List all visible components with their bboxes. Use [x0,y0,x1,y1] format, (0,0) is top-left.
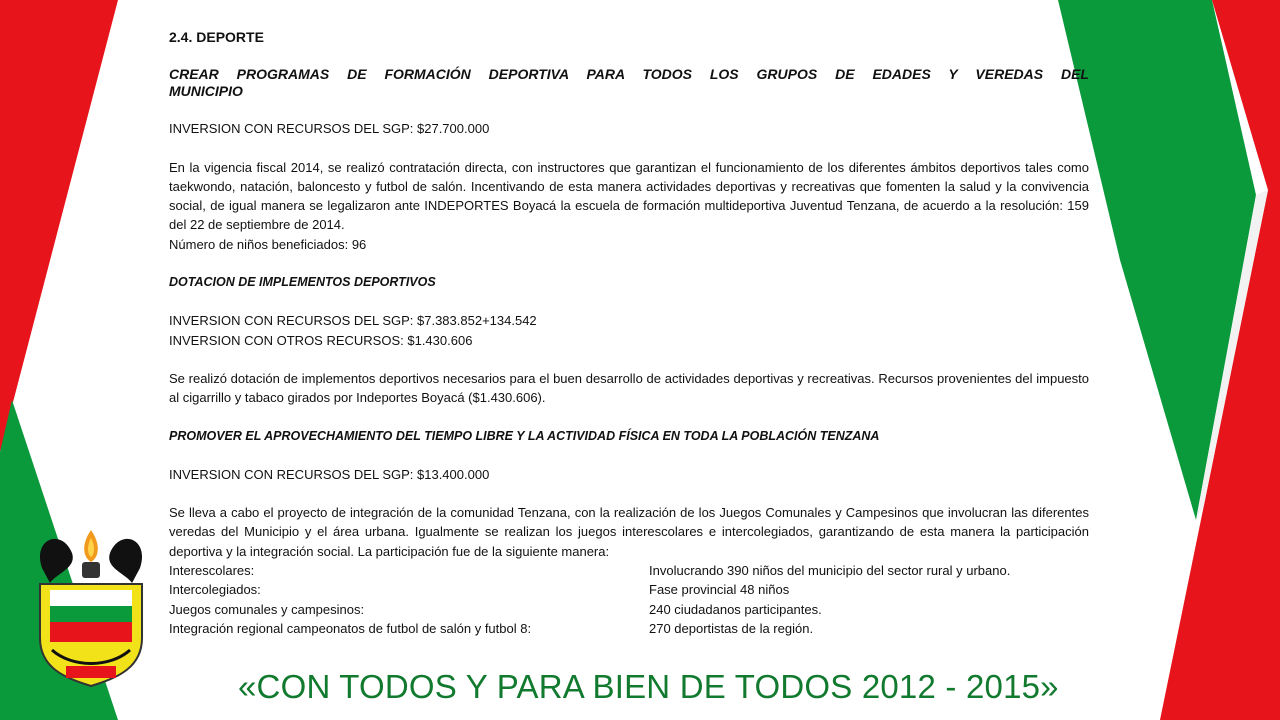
participation-label: Intercolegiados: [169,582,261,598]
paragraph-3: Se lleva a cabo el proyecto de integración de la comunidad Tenzana, con la realización de los Juegos Comunales y Campesinos que involucran las diferentes veredas del Municipio y el área urbana. Igualmente se realizan los juegos interescolares e intercolegiados, garantizando de esta manera la participación deportiva y la integración social. La participación fue de la siguiente manera: [169,505,1089,559]
left-red-stripe [0,0,118,452]
participation-label: Juegos comunales y campesinos: [169,601,365,617]
beneficiaries: Número de niños beneficiados: 96 [169,236,367,252]
subheading-free-time: PROMOVER EL APROVECHAMIENTO DEL TIEMPO LIBRE Y LA ACTIVIDAD FÍSICA EN TODA LA POBLACIÓN TENZANA [169,428,880,443]
participation-value: Fase provincial 48 niños [649,582,790,598]
participation-value: 270 deportistas de la región. [649,620,814,636]
municipal-shield-logo [22,528,160,690]
investment-1: INVERSION CON RECURSOS DEL SGP: $27.700.000 [169,121,490,137]
participation-label: Interescolares: [169,563,255,579]
participation-value: Involucrando 390 niños del municipio del sector rural y urbano. [649,563,1011,579]
footer-slogan: «CON TODOS Y PARA BIEN DE TODOS 2012 - 2015» [238,668,1059,705]
paragraph-1: En la vigencia fiscal 2014, se realizó contratación directa, con instructores que garantizan el funcionamiento de los diferentes ámbitos deportivos tales como taekwondo, natación, baloncesto y futbol de salón. Incentivando de esta manera actividades deportivas y recreativas que fomenten la salud y la convivencia social, de igual manera se legalizaron ante INDEPORTES Boyacá la escuela de formación multideportiva Juventud Tenzana, de acuerdo a la resolución: 159 del 22 de septiembre de 2014. [169,159,1089,233]
investment-2b: INVERSION CON OTROS RECURSOS: $1.430.606 [169,332,473,348]
document-content [169,28,1089,638]
program-title: CREAR PROGRAMAS DE FORMACIÓN DEPORTIVA PARA TODOS LOS GRUPOS DE EDADES Y VEREDAS DEL [169,66,1089,83]
participation-value: 240 ciudadanos participantes. [649,601,822,617]
paragraph-2: Se realizó dotación de implementos deportivos necesarios para el buen desarrollo de actividades deportivas y recreativas. Recursos provenientes del impuesto al cigarrillo y tabaco girados por Indeportes Boyacá ($1.430.606). [169,370,1089,406]
investment-2a: INVERSION CON RECURSOS DEL SGP: $7.383.852+134.542 [169,313,537,329]
participation-label: Integración regional campeonatos de futbol de salón y futbol 8: [169,620,532,636]
section-heading: 2.4. DEPORTE [169,29,264,45]
subheading-equipment: DOTACION DE IMPLEMENTOS DEPORTIVOS [169,275,436,290]
program-title-line-2: MUNICIPIO [169,83,243,100]
investment-3: INVERSION CON RECURSOS DEL SGP: $13.400.000 [169,466,490,482]
participation-row [169,580,1089,599]
participation-row [169,561,1089,580]
participation-list [169,561,1089,638]
participation-row [169,619,1089,638]
participation-row [169,600,1089,619]
